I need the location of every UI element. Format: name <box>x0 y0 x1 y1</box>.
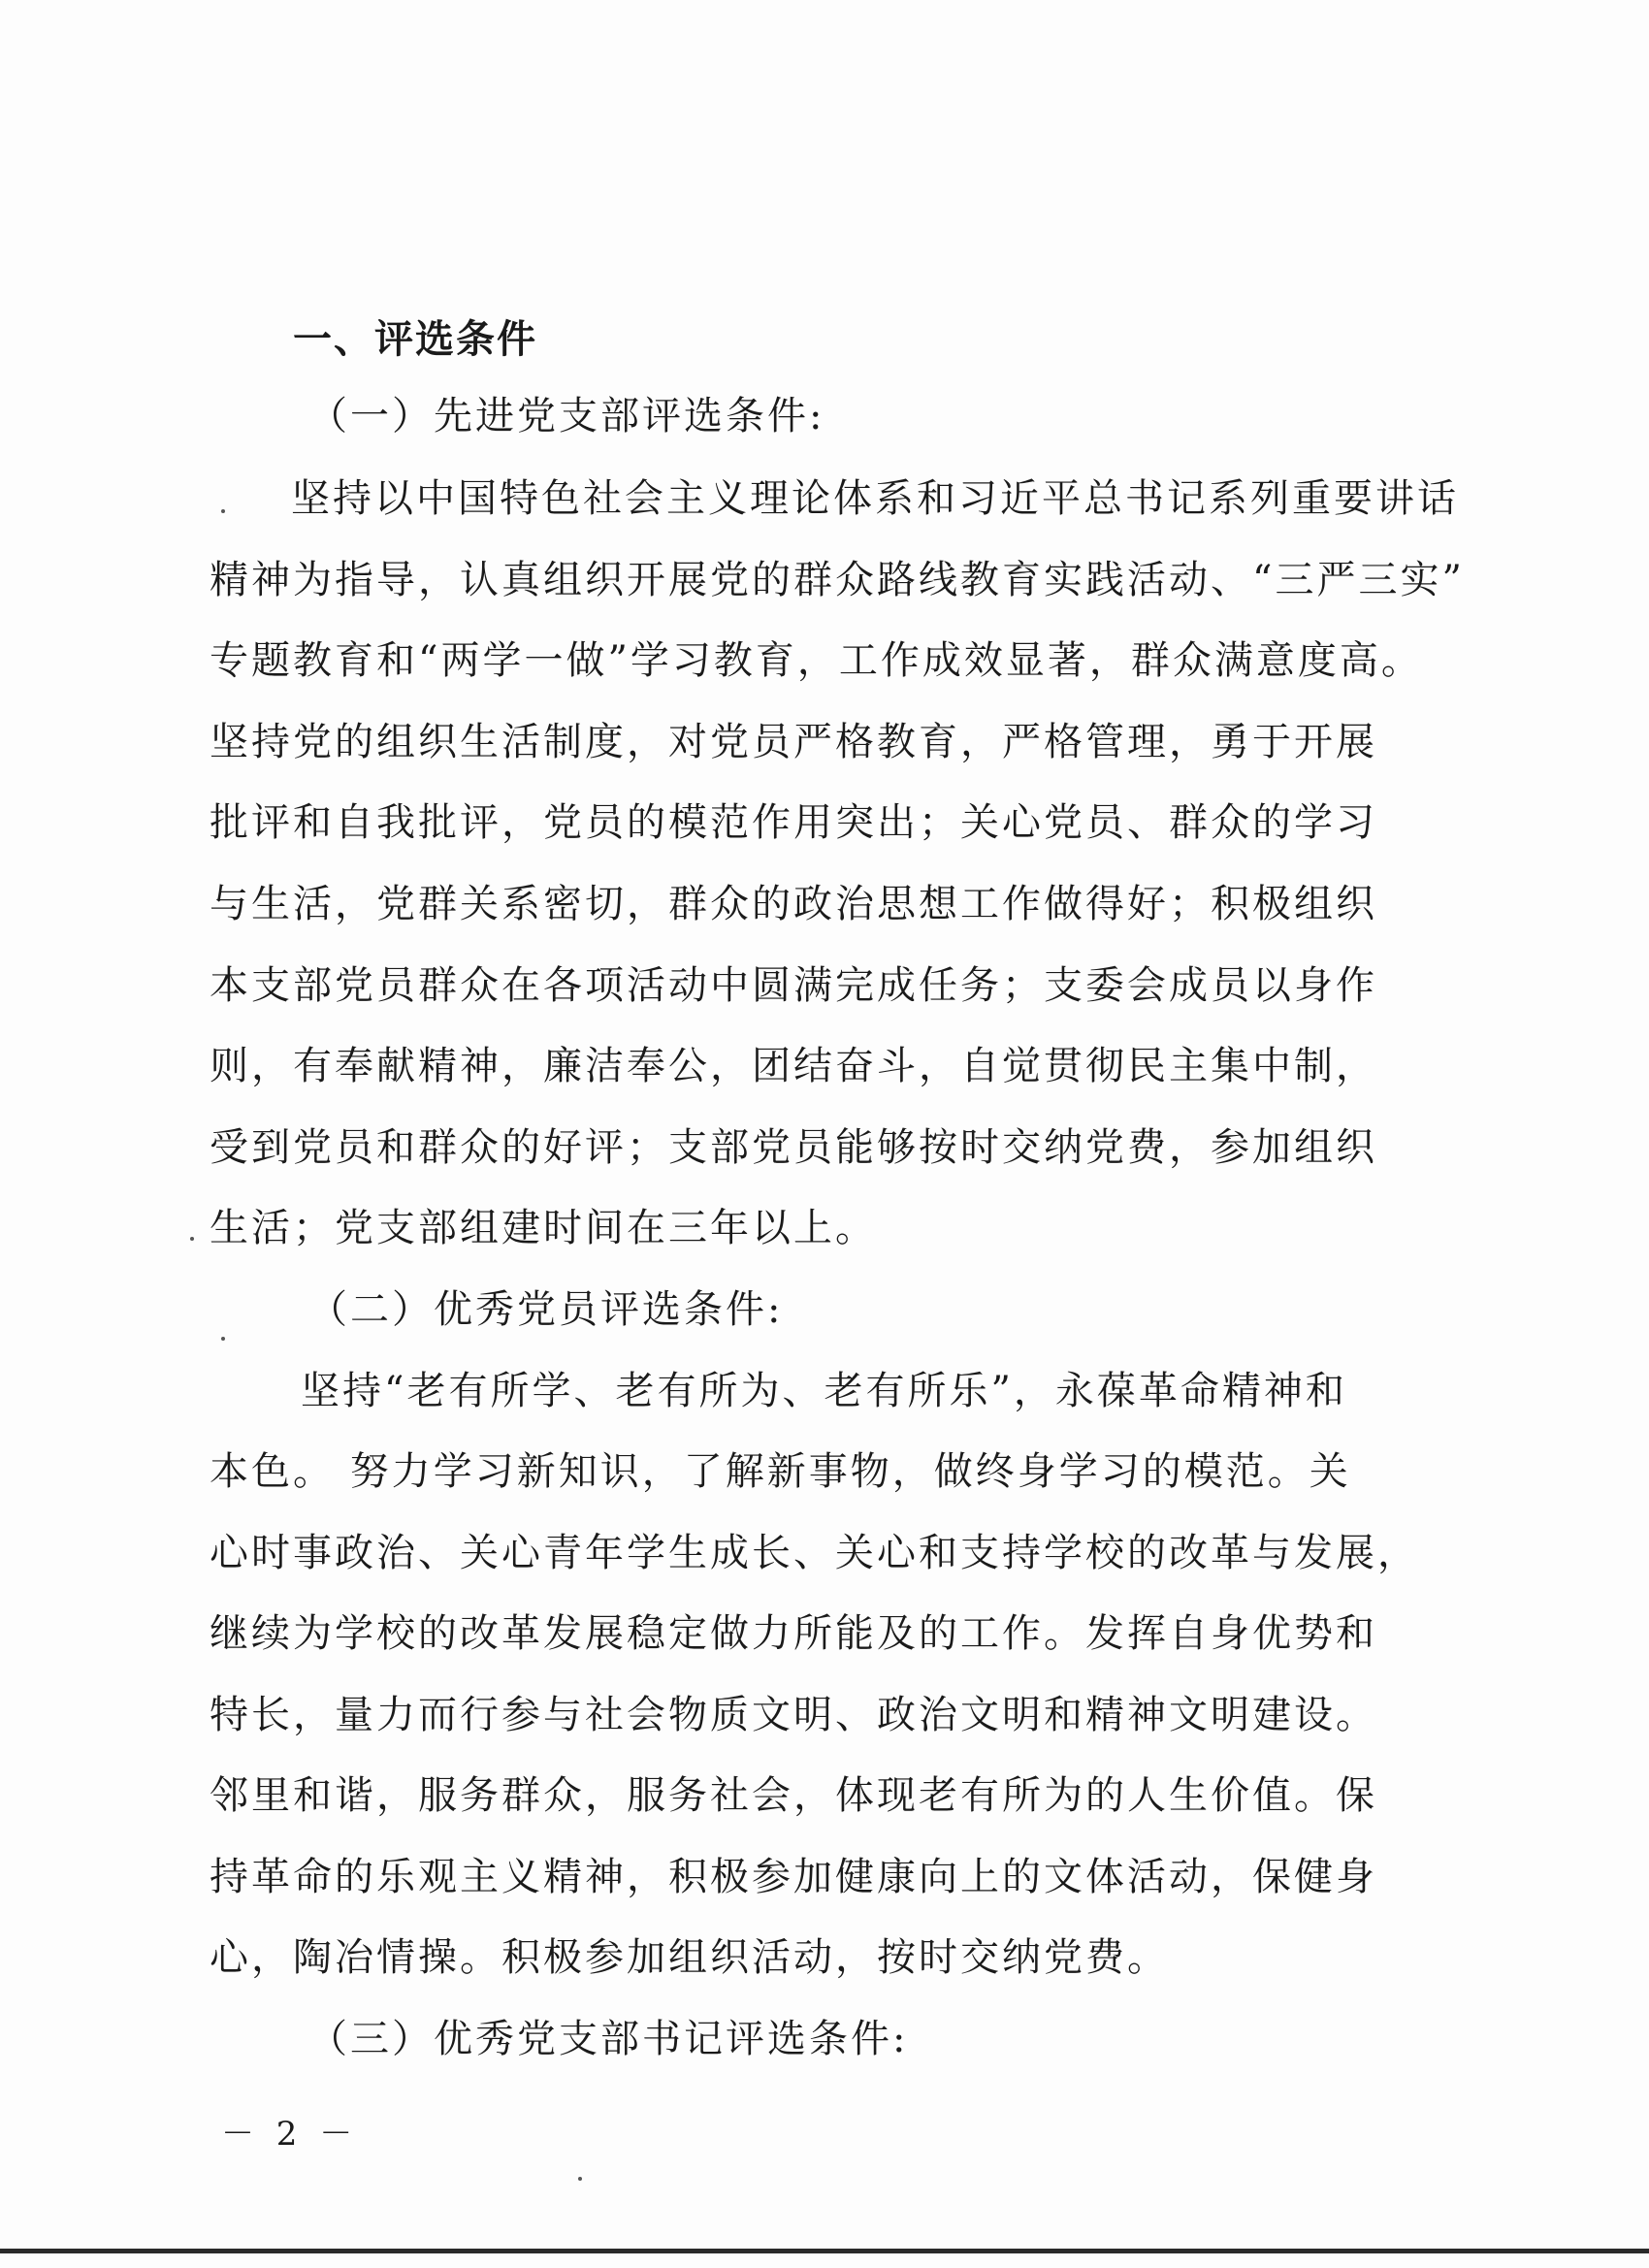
subsection-title-2: （二）优秀党员评选条件: <box>308 1287 784 1332</box>
paragraph-line: 坚持“老有所学、老有所为、老有所乐”，永葆革命精神和 <box>301 1369 1347 1413</box>
paragraph-line: 持革命的乐观主义精神，积极参加健康向上的文体活动，保健身 <box>210 1855 1377 1899</box>
paragraph-line: 本支部党员群众在各项活动中圆满完成任务；支委会成员以身作 <box>210 963 1377 1008</box>
paragraph-line: 精神为指导，认真组织开展党的群众路线教育实践活动、“三严三实” <box>210 558 1465 602</box>
paragraph-line: 专题教育和“两学一做”学习教育，工作成效显著，群众满意度高。 <box>210 638 1423 683</box>
paragraph-line: 本色。 努力学习新知识，了解新事物，做终身学习的模范。关 <box>210 1449 1351 1494</box>
paragraph-line: 坚持以中国特色社会主义理论体系和习近平总书记系列重要讲话 <box>291 476 1459 521</box>
scan-speck <box>578 2177 582 2181</box>
paragraph-line: 批评和自我批评，党员的模范作用突出；关心党员、群众的学习 <box>210 800 1377 845</box>
scan-speck <box>190 1237 194 1241</box>
paragraph-line: 则，有奉献精神，廉洁奉公，团结奋斗，自觉贯彻民主集中制， <box>210 1044 1377 1088</box>
subsection-title-1: （一）先进党支部评选条件: <box>308 394 825 438</box>
scan-speck <box>221 509 225 513</box>
paragraph-line: 受到党员和群众的好评；支部党员能够按时交纳党费，参加组织 <box>210 1125 1377 1170</box>
page-number: － 2 － <box>221 2115 359 2154</box>
scan-speck <box>221 1337 225 1341</box>
paragraph-line: 生活；党支部组建时间在三年以上。 <box>210 1206 877 1250</box>
paragraph-line: 心，陶冶情操。积极参加组织活动，按时交纳党费。 <box>210 1935 1169 1980</box>
paragraph-line: 继续为学校的改革发展稳定做力所能及的工作。发挥自身优势和 <box>210 1611 1377 1656</box>
paragraph-line: 特长，量力而行参与社会物质文明、政治文明和精神文明建设。 <box>210 1693 1377 1737</box>
scan-bottom-edge <box>0 2249 1649 2253</box>
paragraph-line: 与生活，党群关系密切，群众的政治思想工作做得好；积极组织 <box>210 882 1377 926</box>
paragraph-line: 心时事政治、关心青年学生成长、关心和支持学校的改革与发展， <box>210 1531 1419 1575</box>
paragraph-line: 邻里和谐，服务群众，服务社会，体现老有所为的人生价值。保 <box>210 1773 1377 1818</box>
paragraph-line: 坚持党的组织生活制度，对党员严格教育，严格管理，勇于开展 <box>210 720 1377 764</box>
subsection-title-3: （三）优秀党支部书记评选条件: <box>308 2017 909 2061</box>
section-heading: 一、评选条件 <box>293 317 537 362</box>
